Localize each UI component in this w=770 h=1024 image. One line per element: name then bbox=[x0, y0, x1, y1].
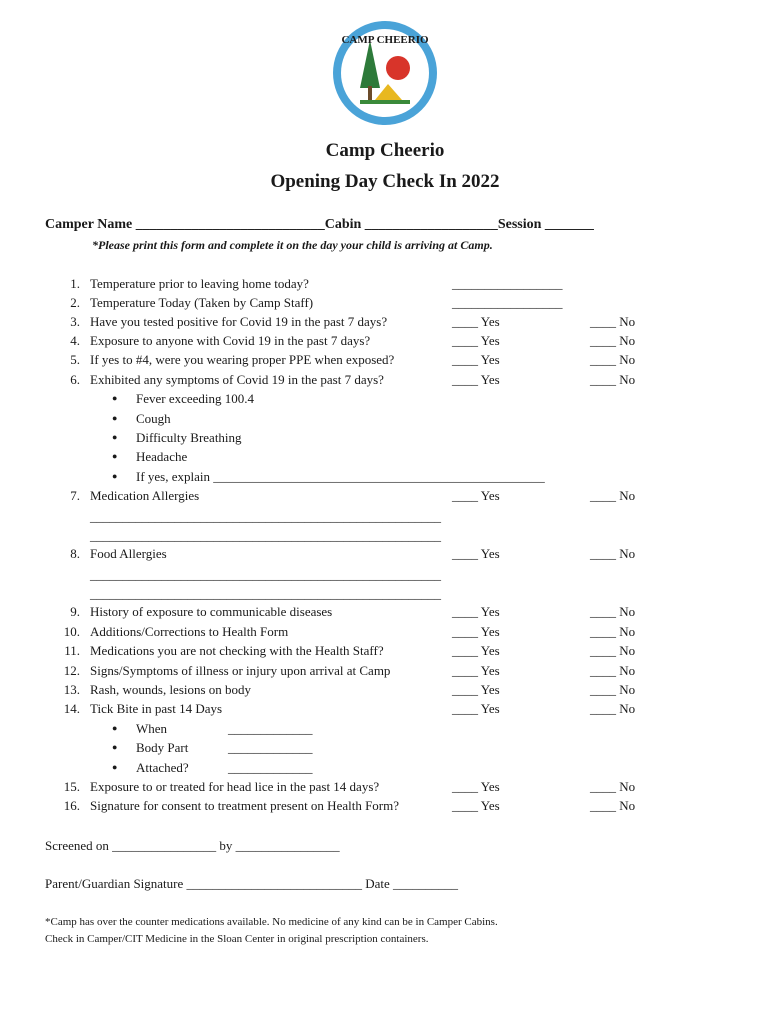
yes-option[interactable]: ____ Yes bbox=[452, 604, 500, 619]
question-number: 8. bbox=[70, 546, 80, 561]
question-text: Temperature prior to leaving home today? bbox=[90, 276, 309, 291]
question-text: Medication Allergies bbox=[90, 488, 200, 503]
session-field[interactable]: Session _______ bbox=[497, 217, 594, 232]
yes-option[interactable]: ____ Yes bbox=[452, 779, 500, 794]
yes-option[interactable]: ____ Yes bbox=[452, 798, 500, 813]
fill-line[interactable]: ______________________________________________________ bbox=[90, 528, 441, 543]
no-option[interactable]: ____ No bbox=[590, 488, 636, 503]
question-number: 7. bbox=[70, 488, 80, 503]
fill-line[interactable]: ______________________________________________________ bbox=[90, 567, 441, 582]
fill-line[interactable]: ______________________________________________________ bbox=[90, 509, 441, 524]
question-number: 10. bbox=[63, 624, 80, 639]
question-text: Food Allergies bbox=[90, 546, 167, 561]
page-subtitle: Opening Day Check In 2022 bbox=[270, 171, 500, 192]
symptom-text: Difficulty Breathing bbox=[136, 430, 242, 445]
no-option[interactable]: ____ No bbox=[590, 643, 636, 658]
explain-field[interactable]: If yes, explain ___________________________________________________ bbox=[136, 469, 545, 484]
camper-name-field[interactable]: Camper Name ___________________________ bbox=[45, 217, 325, 232]
yes-option[interactable]: ____ Yes bbox=[452, 701, 500, 716]
camp-cheerio-logo bbox=[330, 18, 440, 128]
bullet-icon: ● bbox=[112, 742, 118, 752]
question-number: 13. bbox=[63, 682, 80, 697]
no-option[interactable]: ____ No bbox=[590, 314, 636, 329]
no-option[interactable]: ____ No bbox=[590, 663, 636, 678]
yes-option[interactable]: ____ Yes bbox=[452, 352, 500, 367]
no-option[interactable]: ____ No bbox=[590, 352, 636, 367]
signature-field[interactable]: Parent/Guardian Signature ___________________________ Date __________ bbox=[45, 876, 459, 891]
footnote-medications: *Camp has over the counter medications available. No medicine of any kind can be in Camper Cabins. bbox=[45, 916, 498, 928]
question-number: 5. bbox=[70, 352, 80, 367]
yes-option[interactable]: ____ Yes bbox=[452, 314, 500, 329]
tick-label: Attached? bbox=[136, 760, 189, 775]
answer-blank[interactable]: _________________ bbox=[452, 276, 563, 291]
bullet-icon: ● bbox=[112, 393, 118, 403]
yes-option[interactable]: ____ Yes bbox=[452, 682, 500, 697]
yes-option[interactable]: ____ Yes bbox=[452, 663, 500, 678]
question-number: 14. bbox=[63, 701, 80, 716]
question-number: 16. bbox=[63, 798, 80, 813]
question-text: Have you tested positive for Covid 19 in the past 7 days? bbox=[90, 314, 388, 329]
question-text: If yes to #4, were you wearing proper PPE when exposed? bbox=[90, 352, 395, 367]
symptom-text: Fever exceeding 100.4 bbox=[136, 391, 255, 406]
question-text: Exhibited any symptoms of Covid 19 in the past 7 days? bbox=[90, 372, 384, 387]
yes-option[interactable]: ____ Yes bbox=[452, 333, 500, 348]
bullet-icon: ● bbox=[112, 451, 118, 461]
no-option[interactable]: ____ No bbox=[590, 372, 636, 387]
question-number: 1. bbox=[70, 276, 80, 291]
no-option[interactable]: ____ No bbox=[590, 779, 636, 794]
question-text: Exposure to or treated for head lice in the past 14 days? bbox=[90, 779, 380, 794]
question-text: Medications you are not checking with the Health Staff? bbox=[90, 643, 384, 658]
fill-line[interactable]: ______________________________________________________ bbox=[90, 586, 441, 601]
no-option[interactable]: ____ No bbox=[590, 333, 636, 348]
question-text: Temperature Today (Taken by Camp Staff) bbox=[90, 295, 314, 310]
answer-blank[interactable]: _________________ bbox=[452, 295, 563, 310]
yes-option[interactable]: ____ Yes bbox=[452, 624, 500, 639]
symptom-text: Headache bbox=[136, 449, 188, 464]
question-number: 3. bbox=[70, 314, 80, 329]
bullet-icon: ● bbox=[112, 762, 118, 772]
bullet-icon: ● bbox=[112, 413, 118, 423]
tick-label: When bbox=[136, 721, 168, 736]
question-number: 11. bbox=[64, 643, 80, 658]
question-text: Additions/Corrections to Health Form bbox=[90, 624, 289, 639]
question-number: 6. bbox=[70, 372, 80, 387]
question-text: Signs/Symptoms of illness or injury upon arrival at Camp bbox=[90, 663, 391, 678]
bullet-icon: ● bbox=[112, 432, 118, 442]
question-number: 15. bbox=[63, 779, 80, 794]
page-title: Camp Cheerio bbox=[325, 140, 445, 161]
bullet-icon: ● bbox=[112, 723, 118, 733]
header-line bbox=[45, 217, 594, 233]
no-option[interactable]: ____ No bbox=[590, 682, 636, 697]
footnote-checkin: Check in Camper/CIT Medicine in the Sloan Center in original prescription containers. bbox=[45, 933, 429, 945]
instruction-note: *Please print this form and complete it on the day your child is arriving at Camp. bbox=[92, 238, 493, 252]
question-text: Tick Bite in past 14 Days bbox=[90, 701, 223, 716]
no-option[interactable]: ____ No bbox=[590, 798, 636, 813]
no-option[interactable]: ____ No bbox=[590, 546, 636, 561]
yes-option[interactable]: ____ Yes bbox=[452, 643, 500, 658]
question-number: 4. bbox=[70, 333, 80, 348]
screened-field[interactable]: Screened on ________________ by ________________ bbox=[45, 838, 340, 853]
yes-option[interactable]: ____ Yes bbox=[452, 546, 500, 561]
question-text: History of exposure to communicable diseases bbox=[90, 604, 333, 619]
question-text: Signature for consent to treatment present on Health Form? bbox=[90, 798, 400, 813]
no-option[interactable]: ____ No bbox=[590, 624, 636, 639]
symptom-text: Cough bbox=[136, 411, 171, 426]
tick-label: Body Part bbox=[136, 740, 189, 755]
question-text: Exposure to anyone with Covid 19 in the past 7 days? bbox=[90, 333, 371, 348]
question-number: 12. bbox=[63, 663, 80, 678]
yes-option[interactable]: ____ Yes bbox=[452, 488, 500, 503]
tick-fill[interactable]: _____________ bbox=[228, 740, 313, 755]
no-option[interactable]: ____ No bbox=[590, 604, 636, 619]
yes-option[interactable]: ____ Yes bbox=[452, 372, 500, 387]
tick-fill[interactable]: _____________ bbox=[228, 760, 313, 775]
no-option[interactable]: ____ No bbox=[590, 701, 636, 716]
logo-text: CAMP CHEERIO bbox=[341, 34, 429, 46]
question-text: Rash, wounds, lesions on body bbox=[90, 682, 252, 697]
question-number: 2. bbox=[70, 295, 80, 310]
tick-fill[interactable]: _____________ bbox=[228, 721, 313, 736]
cabin-field[interactable]: Cabin ___________________ bbox=[324, 217, 498, 232]
question-number: 9. bbox=[70, 604, 80, 619]
bullet-icon: ● bbox=[112, 471, 118, 481]
